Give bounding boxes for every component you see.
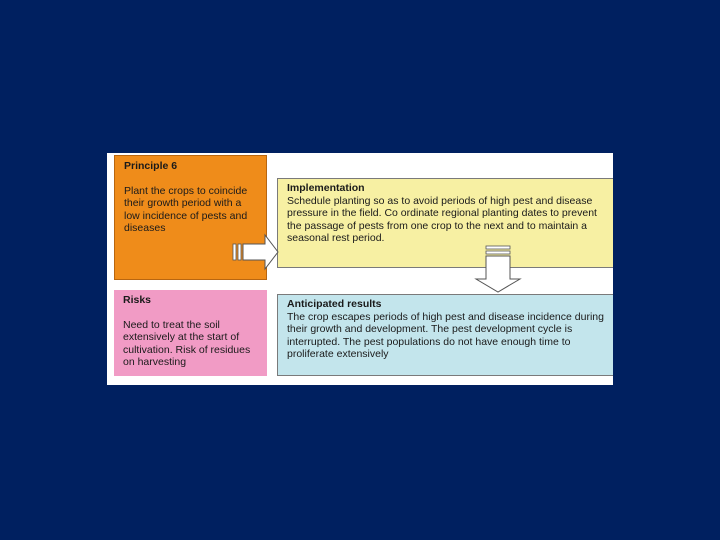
- principle-title: Principle 6: [124, 160, 178, 172]
- down-arrow-icon: [474, 245, 522, 295]
- results-text: The crop escapes periods of high pest and disease incidence during their growth and development. The pest development cycle is interrupted. The pest populations do not have enough time to proliferate extensively: [287, 310, 604, 360]
- principle-diagram: [107, 153, 613, 385]
- risks-box: [114, 290, 267, 376]
- implementation-title: Implementation: [287, 182, 365, 194]
- implementation-box: [277, 178, 613, 268]
- results-title: Anticipated results: [287, 298, 382, 310]
- results-box: [277, 294, 613, 376]
- principle-text: Plant the crops to coincide their growth period with a low incidence of pests and diseases: [124, 184, 248, 234]
- right-arrow-icon: [232, 233, 280, 271]
- risks-title: Risks: [123, 294, 152, 306]
- implementation-text: Schedule planting so as to avoid periods of high pest and disease pressure in the field. Co ordinate regional planting dates to prevent the passage of pests from one crop to the next and to maintain a seasonal rest period.: [287, 194, 597, 244]
- risks-text: Need to treat the soil extensively at the start of cultivation. Risk of residues on harvesting: [123, 318, 251, 368]
